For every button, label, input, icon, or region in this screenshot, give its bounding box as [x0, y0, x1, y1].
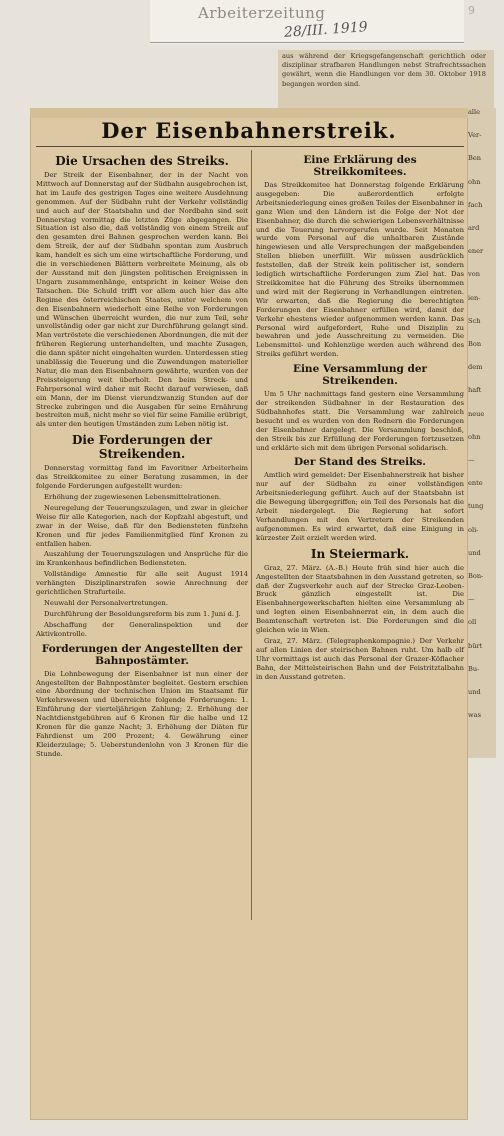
committee-statement-text: Das Streikkomitee hat Donnerstag folgende Erklärung ausgegeben: Die außerordentlich erfolgte Arbeitsniederlegung eines großen Teiles der Eisenbahner in ganz Wien und den Ländern ist die Folge der Not der Eisenbahner, die durch die schwierigen Lebensverhältnisse und die Teuerung hervorgerufen wurde. Seit Monaten wurde vom Personal auf die unhaltbaren Zustände hingewiesen und alle Versprechungen der maßgebenden Stellen blieben unerfüllt. Wir müssen ausdrücklich feststellen, daß der Streik kein politischer ist, sondern lediglich wirtschaftliche Forderungen zum Ziel hat. Das Streikkomitee hat die Führung des Streiks übernommen und wird mit der Regierung in Verhandlungen eintreten. Wir erwarten, daß die Regierung die berechtigten Forderungen der Eisenbahner erfüllen wird, damit der Verkehr ehestens wieder aufgenommen werden kann. Das Personal wird aufgefordert, Ruhe und Disziplin zu bewahren und jede Ausschreitung zu vermeiden. Die Lebensmittel- und Kohlenzüge werden auch während des Streiks geführt werden.: [256, 181, 464, 359]
edge-text-fragment: bürt: [468, 641, 483, 650]
column-divider: [251, 150, 252, 920]
edge-text-fragment: Ben: [468, 154, 481, 163]
edge-text-fragment: dem: [468, 363, 483, 372]
demand-item: Neuwahl der Personalvertretungen.: [44, 598, 168, 607]
headline-rule: [36, 146, 464, 147]
edge-text-fragment: fach: [468, 200, 483, 209]
edge-text-fragment: Bon: [468, 340, 482, 349]
edge-text-fragment: ard: [468, 224, 480, 233]
edge-text-fragment: neue: [468, 409, 485, 418]
underlying-clipping-text: aus während der Kriegsgefangenschaft gerichtlich oder disziplinar strafbaren Handlungen nebst Strafrechtssachen gewährt, wenn die Handlungen vor dem 30. Oktober 1918 begangen worden sind.: [282, 52, 486, 88]
assembly-text: Um 5 Uhr nachmittags fand gestern eine Versammlung der streikenden Südbahner in der Restauration des Südbahnhofes statt. Die Versammlung war zahlreich besucht und es wurden von den Rednern die Forderungen der Eisenbahner dargelegt. Die Versammlung beschloß, den Streik bis zur Erfüllung der Forderungen fortzusetzen und erklärte sich mit dem übrigen Personal solidarisch.: [256, 390, 464, 452]
edge-text-fragment: —: [468, 456, 475, 465]
edge-text-fragment: ente: [468, 479, 483, 488]
edge-text-fragment: und: [468, 688, 481, 697]
demand-item: Auszahlung der Teuerungszulagen und Ansprüche für die im Krankenhaus befindlichen Bediensteten.: [36, 550, 248, 568]
section-title-styria: In Steiermark.: [310, 546, 410, 561]
demand-item: Vollständige Amnestie für alle seit August 1914 verhängten Disziplinarstrafen sowie Anrechnung der gerichtlichen Strafurteile.: [36, 570, 248, 597]
edge-text-fragment: tung: [468, 502, 484, 511]
edge-text-fragment: Ver-: [468, 131, 482, 140]
section-title-strike-status: Der Stand des Streiks.: [294, 456, 426, 469]
strike-status-text: Amtlich wird gemeldet: Der Eisenbahnerstreik hat bisher nur auf der Südbahn zu einer vollständigen Arbeitsniederlegung geführt. Auch auf der Staatsbahn ist die Bewegung übergegriffen; ein Teil des Personals hat die Arbeit niedergelegt. Die Regierung hat sofort Verhandlungen mit den Vertretern der Streikenden aufgenommen. Es wird erwartet, daß eine Einigung in kürzester Zeit erzielt werden wird.: [256, 471, 464, 542]
article-headline: Der Eisenbahnerstreik.: [101, 118, 397, 143]
edge-text-fragment: —: [468, 595, 475, 604]
handwritten-date: 28/III. 1919: [283, 19, 369, 41]
right-edge-clipping: [466, 108, 496, 758]
edge-text-fragment: Bon-: [468, 572, 484, 581]
edge-text-fragment: ien-: [468, 293, 481, 302]
section-title-assembly: Eine Versammlung der Streikenden.: [292, 363, 428, 388]
postal-employees-text: Die Lohnbewegung der Eisenbahner ist nun einer der Angestellten der Bahnpostämter begleitet. Gestern erschien eine Abordnung der technischen Union im Staatsamt für Verkehrswesen und überreichte folgende Forderungen: 1. Einführung der vierteljährigen Zahlung; 2. Erhöhung der Nachtdienstgebühren auf 6 Kronen für die halbe und 12 Kronen für die ganze Nacht; 3. Erhöhung der Diäten für Fahrdienst um 200 Prozent; 4. Gewährung einer Kleiderzulage; 5. Ueberstundenlohn von 3 Kronen für die Stunde.: [36, 669, 248, 758]
edge-text-fragment: was: [468, 711, 481, 720]
page-mark: 9: [468, 4, 475, 17]
edge-text-fragment: haft: [468, 386, 482, 395]
newspaper-name: Arbeiterzeitung: [198, 4, 326, 22]
demands-intro: Donnerstag vormittag fand im Favoritner Arbeiterheim das Streikkomitee zu einer Beratung zusammen, in der folgende Forderungen aufgestellt wurden:: [36, 464, 248, 491]
edge-text-fragment: Sch: [468, 316, 481, 325]
edge-text-fragment: oli-: [468, 525, 479, 534]
demand-item: Durchführung der Besoldungsreform bis zum 1. Juni d. J.: [44, 609, 241, 618]
section-title-causes: Die Ursachen des Streiks.: [55, 154, 229, 168]
left-column: [36, 150, 248, 761]
demand-item: Abschaffung der Generalinspektion und der Aktivkontrolle.: [36, 620, 248, 638]
section-title-demands: Die Forderungen der Streikenden.: [71, 433, 213, 462]
masthead-rule: [150, 42, 464, 43]
demand-item: Erhöhung der zugewiesenen Lebensmittelrationen.: [44, 493, 222, 501]
edge-text-fragment: oll: [468, 618, 477, 627]
edge-text-fragment: und: [468, 548, 481, 557]
edge-text-fragment: ener: [468, 247, 484, 256]
edge-text-fragment: alle: [468, 108, 481, 116]
clipping-top-edge: [30, 108, 468, 118]
causes-text: Der Streik der Eisenbahner, der in der Nacht von Mittwoch auf Donnerstag auf der Südbahn ausgebrochen ist, hat im Laufe des gestrigen Tages eine weitere Ausdehnung genommen. Auf der Südbahn ruht der Verkehr vollständig und auch auf der Staatsbahn und der Nordbahn sind seit Donnerstag vormittag die letzten Züge abgegangen. Die Situation ist also die, daß vollständig von einem Streik auf den gesamten drei Bahnen gesprochen werden kann. Bei dem Streik, der auf der Südbahn spontan zum Ausbruch kam, handelt es sich um eine wirtschaftliche Forderung, und die in verschiedenen Blättern verbreitete Meinung, als ob der Ausstand mit den jüngsten politischen Ereignissen in Ungarn zusammenhänge, entspricht in keiner Weise den Tatsachen. Die Schuld trifft vor allem auch hier das alte Regime des österreichischen Staates, unter welchem von den Eisenbahnern wiederholt eine Reihe von Forderungen und Wünschen überreicht wurden, die nur zum Teil, sehr unvollständig oder gar nicht zur Durchführung gelangt sind. Man vertröstete die verschiedenen Abordnungen, die mit der früheren Regierung unterhandelten, und machte Zusagen, die dann später nicht eingehalten wurden. Unterdessen stieg unablässig die Teuerung und die Zuwendungen materieller Natur, die man den Eisenbahnern gewährte, wurden von der Preissteigerung weit überholt. Den beim Streck- und Fahrpersonal wird daher mit Recht darauf verwiesen, daß ein Mann, der im Dienst vierundzwanzig Stunden auf der Strecke zubringen und die Ausgaben für seine Ernährung bestreiten muß, nicht mehr so viel für seine Familie erübrigt, als unter den heutigen Umständen zum Leben nötig ist.: [36, 171, 248, 429]
section-title-postal-employees: Forderungen der Angestellten der Bahnpostämter.: [41, 642, 243, 667]
demand-item: Neuregelung der Teuerungszulagen, und zwar in gleicher Weise für alle Kategorien, nach der Kopfzahl abgestuft, und zwar in der Weise, daß für den Bediensteten fünfzehn Kronen und für jedes Familienmitglied fünf Kronen zu entfallen haben.: [36, 503, 248, 548]
styria-text-2: Graz, 27. März. (Telegraphenkompagnie.) Der Verkehr auf allen Linien der steirischen Bahnen ruht. Um halb elf Uhr vormittags ist auch das Personal der Grazer-Köflacher Bahn, der Mittelsteirischen Bahn und der Feistritztalbahn in den Ausstand getreten.: [256, 636, 464, 681]
edge-text-fragment: Bu-: [468, 664, 480, 673]
edge-text-fragment: ohn: [468, 432, 481, 441]
section-title-committee-statement: Eine Erklärung des Streikkomitees.: [303, 154, 417, 178]
styria-text-1: Graz, 27. März. (A.-B.) Heute früh sind hier auch die Angestellten der Staatsbahnen in den Ausstand getreten, so daß der Zugsverkehr auch auf der Strecke Graz-Leoben-Bruck gänzlich eingestellt ist. Die Eisenbahnergewerkschaften hielten eine Versammlung ab und legten einen Eisenbahnerrat ein, in dem auch die Beamtenschaft vertreten ist. Die Forderungen sind die gleichen wie in Wien.: [256, 563, 464, 635]
edge-text-fragment: ohn: [468, 177, 481, 186]
edge-text-fragment: von: [468, 270, 480, 279]
right-column: [256, 150, 464, 684]
